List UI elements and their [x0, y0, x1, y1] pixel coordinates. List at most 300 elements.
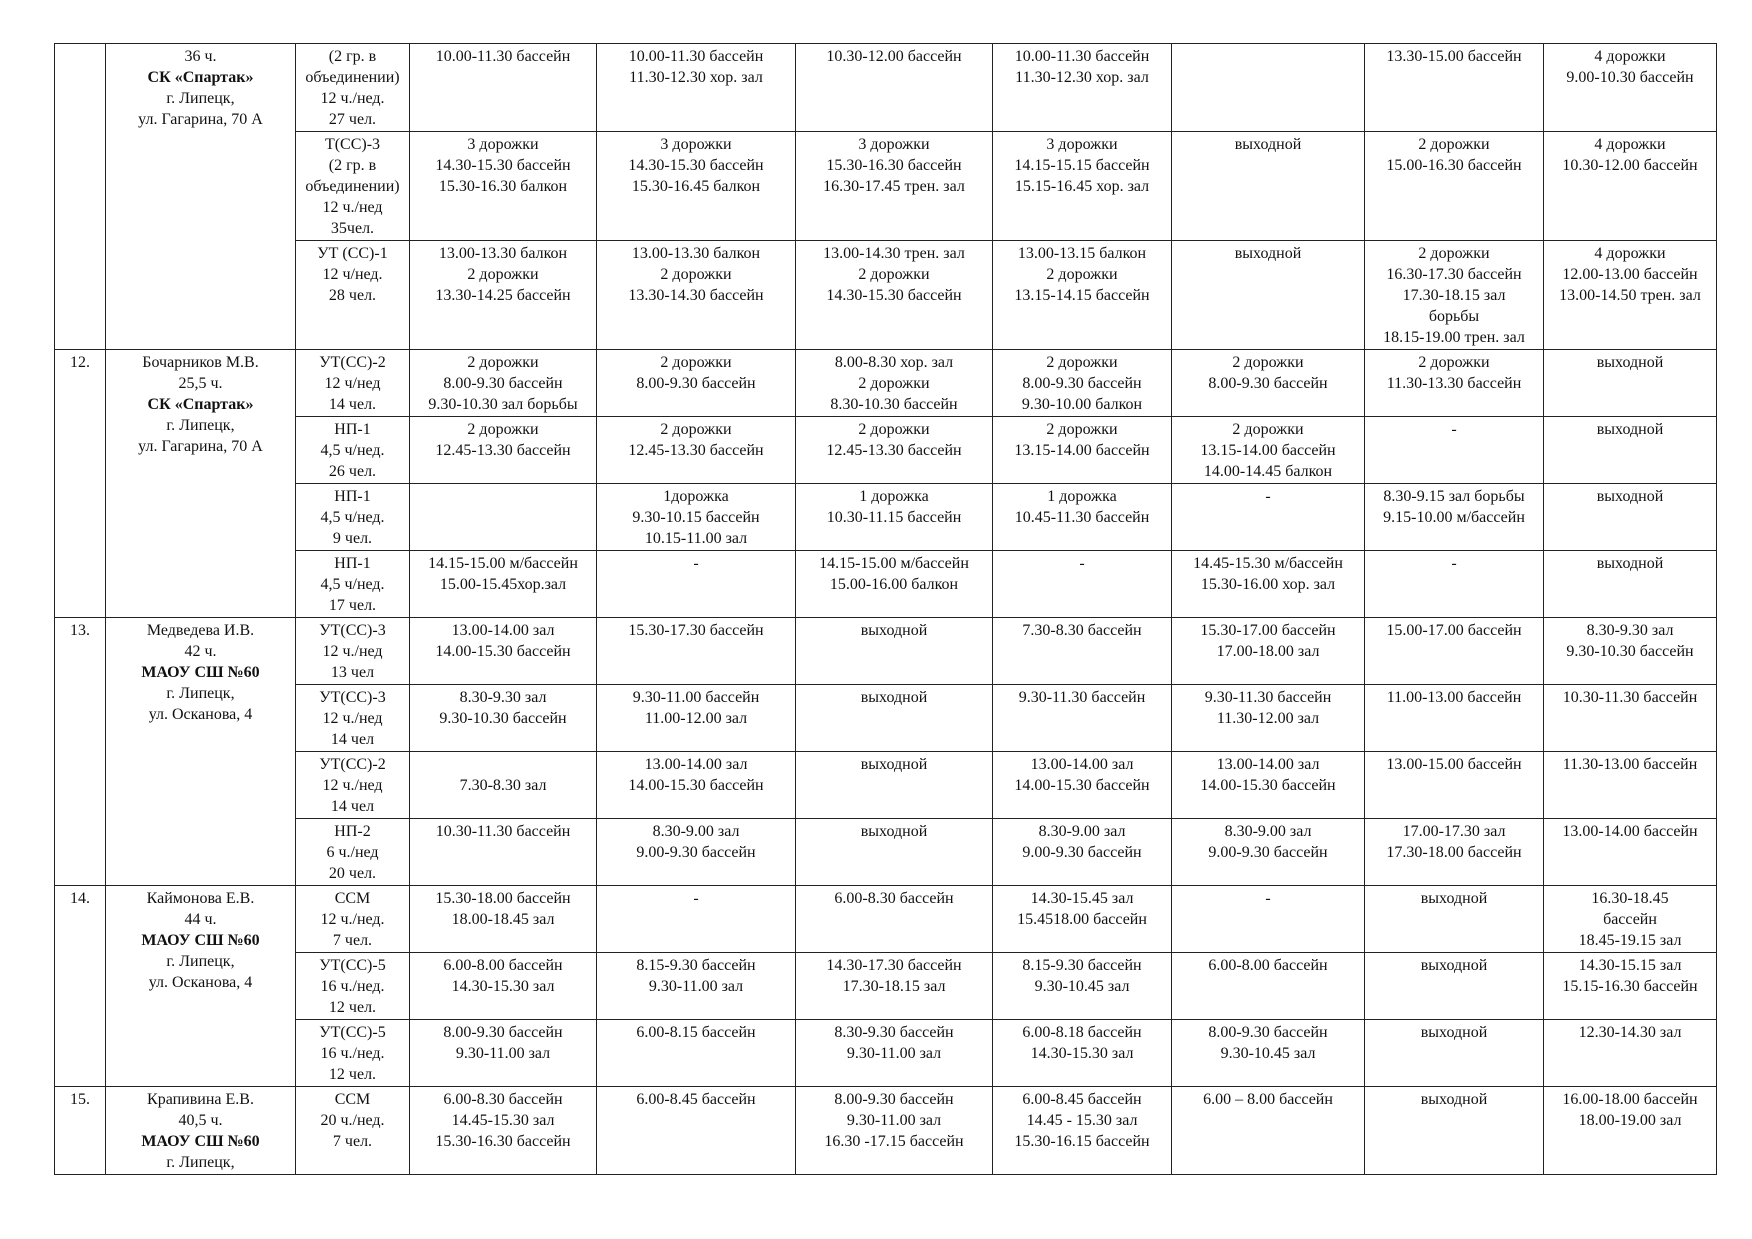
- schedule-wed: [796, 618, 993, 685]
- schedule-tue: [597, 44, 796, 132]
- cell-line: бассейн: [1603, 911, 1657, 928]
- cell-line: 16.30-18.45: [1591, 890, 1669, 907]
- schedule-mon: [410, 685, 597, 752]
- schedule-sun: [1544, 484, 1717, 551]
- cell-line: 16 ч./нед.: [320, 978, 385, 995]
- cell-line: 4,5 ч/нед.: [320, 576, 385, 593]
- trainer-info: [106, 350, 296, 618]
- cell-line: 2 дорожки: [1418, 136, 1490, 153]
- row-number: [55, 44, 106, 350]
- schedule-thu: [993, 752, 1172, 819]
- cell-line: 17.00-17.30 зал: [1402, 823, 1506, 840]
- cell-line: 9 чел.: [332, 530, 373, 547]
- schedule-sat: [1365, 886, 1544, 953]
- schedule-sat: [1365, 618, 1544, 685]
- cell-line: 18.00-18.45 зал: [451, 911, 555, 928]
- cell-line: -: [1265, 488, 1271, 505]
- cell-line: 16.30-17.30 бассейн: [1386, 266, 1522, 283]
- cell-line: 17.30-18.00 бассейн: [1386, 844, 1522, 861]
- schedule-fri: [1172, 417, 1365, 484]
- cell-line: 14.30-15.30 зал: [1030, 1045, 1134, 1062]
- schedule-sun: [1544, 1087, 1717, 1175]
- cell-line: 6.00-8.45 бассейн: [636, 1091, 756, 1108]
- cell-line: 8.30-9.00 зал: [1224, 823, 1312, 840]
- cell-line: -: [693, 890, 699, 907]
- cell-line: выходной: [860, 622, 928, 639]
- schedule-row: [55, 685, 1717, 752]
- schedule-thu: [993, 241, 1172, 350]
- cell-line: 14.30-17.30 бассейн: [826, 957, 962, 974]
- cell-line: ул. Гагарина, 70 А: [138, 438, 263, 455]
- cell-line: выходной: [1596, 354, 1664, 371]
- schedule-wed: [796, 241, 993, 350]
- cell-line: 8.30-9.15 зал борьбы: [1383, 488, 1525, 505]
- schedule-fri: [1172, 44, 1365, 132]
- group-info: [296, 953, 410, 1020]
- schedule-mon: [410, 1020, 597, 1087]
- cell-line: 8.30-9.00 зал: [1038, 823, 1126, 840]
- cell-line: [412, 754, 594, 775]
- cell-line: выходной: [860, 689, 928, 706]
- group-info: [296, 752, 410, 819]
- row-number: [55, 1087, 106, 1175]
- cell-line: (2 гр. в: [328, 48, 377, 65]
- cell-line: -: [1079, 555, 1085, 572]
- schedule-mon: [410, 618, 597, 685]
- schedule-sat: [1365, 132, 1544, 241]
- group-info: [296, 241, 410, 350]
- cell-line: выходной: [1234, 245, 1302, 262]
- cell-line: 10.00-11.30 бассейн: [435, 48, 571, 65]
- schedule-row: [55, 417, 1717, 484]
- cell-line: 4 дорожки: [1594, 48, 1666, 65]
- schedule-sat: [1365, 241, 1544, 350]
- cell-line: 18.45-19.15 зал: [1578, 932, 1682, 949]
- cell-line: 13 чел: [330, 664, 375, 681]
- cell-line: 9.30-11.00 бассейн: [632, 689, 760, 706]
- schedule-wed: [796, 953, 993, 1020]
- schedule-thu: [993, 417, 1172, 484]
- cell-line: 15.4518.00 бассейн: [1017, 911, 1147, 928]
- cell-line: 9.30-11.00 зал: [648, 978, 744, 995]
- cell-line: УТ(СС)-3: [319, 622, 386, 639]
- cell-line: 8.00-9.30 бассейн: [636, 375, 756, 392]
- cell-line: 8.15-9.30 бассейн: [636, 957, 756, 974]
- schedule-mon: [410, 417, 597, 484]
- cell-line: 2 дорожки: [1232, 421, 1304, 438]
- cell-line: выходной: [1596, 421, 1664, 438]
- cell-line: 14.30-15.45 зал: [1030, 890, 1134, 907]
- cell-line: 13.00-14.50 трен. зал: [1559, 287, 1701, 304]
- schedule-sun: [1544, 44, 1717, 132]
- cell-line: 15.30-16.45 балкон: [631, 178, 761, 195]
- cell-line: 14.15-15.15 бассейн: [1014, 157, 1150, 174]
- cell-line: 13.15-14.00 бассейн: [1200, 442, 1336, 459]
- schedule-thu: [993, 350, 1172, 417]
- schedule-fri: [1172, 685, 1365, 752]
- cell-line: 12 ч./нед: [322, 643, 383, 660]
- schedule-wed: [796, 886, 993, 953]
- cell-line: объединении): [305, 178, 400, 195]
- cell-line: 13.30-14.30 бассейн: [628, 287, 764, 304]
- cell-line: 9.30-11.30 бассейн: [1204, 689, 1332, 706]
- schedule-thu: [993, 551, 1172, 618]
- cell-line: 40,5 ч.: [178, 1112, 223, 1129]
- cell-line: 35чел.: [330, 220, 375, 237]
- cell-line: УТ(СС)-2: [319, 756, 386, 773]
- cell-line: 13.00-14.00 зал: [1030, 756, 1134, 773]
- cell-line: 7 чел.: [332, 932, 373, 949]
- cell-line: 13.00-14.00 зал: [644, 756, 748, 773]
- cell-line: 1 дорожка: [1047, 488, 1117, 505]
- cell-line: ул. Гагарина, 70 А: [138, 111, 263, 128]
- cell-line: ССМ: [334, 890, 371, 907]
- cell-line: 15.30-17.00 бассейн: [1200, 622, 1336, 639]
- cell-line: объединении): [305, 69, 400, 86]
- schedule-fri: [1172, 484, 1365, 551]
- group-info: [296, 417, 410, 484]
- cell-line: 12 ч./нед.: [320, 90, 385, 107]
- cell-line: 25,5 ч.: [178, 375, 223, 392]
- schedule-mon: [410, 886, 597, 953]
- schedule-fri: [1172, 1020, 1365, 1087]
- cell-line: 15.00-16.00 балкон: [829, 576, 959, 593]
- schedule-mon: [410, 484, 597, 551]
- cell-line: 42 ч.: [184, 643, 217, 660]
- schedule-fri: [1172, 618, 1365, 685]
- cell-line: 10.30-12.00 бассейн: [826, 48, 962, 65]
- cell-line: 14.00-14.45 балкон: [1203, 463, 1333, 480]
- cell-line: 11.00-13.00 бассейн: [1386, 689, 1522, 706]
- cell-line: Крапивина Е.В.: [147, 1091, 254, 1108]
- cell-line: 20 ч./нед.: [320, 1112, 385, 1129]
- schedule-fri: [1172, 241, 1365, 350]
- row-number: [55, 886, 106, 1087]
- group-info: [296, 551, 410, 618]
- cell-line: ул. Осканова, 4: [148, 706, 253, 723]
- cell-line: 2 дорожки: [660, 421, 732, 438]
- cell-line: 16.30-17.45 трен. зал: [823, 178, 965, 195]
- schedule-thu: [993, 886, 1172, 953]
- cell-line: 13.: [70, 622, 90, 639]
- cell-line: 4,5 ч/нед.: [320, 509, 385, 526]
- cell-line: 10.45-11.30 бассейн: [1014, 509, 1150, 526]
- cell-line: 2 дорожки: [467, 354, 539, 371]
- cell-line: 14 чел.: [328, 396, 377, 413]
- cell-line: 14.30-15.30 бассейн: [826, 287, 962, 304]
- group-info: [296, 350, 410, 417]
- schedule-row: [55, 953, 1717, 1020]
- cell-line: 12 ч./нед: [322, 199, 383, 216]
- cell-line: 12 ч/нед: [324, 375, 381, 392]
- cell-line: 1 дорожка: [859, 488, 929, 505]
- cell-line: 14.30-15.30 бассейн: [628, 157, 764, 174]
- schedule-tue: [597, 551, 796, 618]
- cell-line: 14.30-15.30 зал: [451, 978, 555, 995]
- schedule-tue: [597, 1087, 796, 1175]
- cell-line: Медведева И.В.: [146, 622, 255, 639]
- cell-line: 2 дорожки: [1418, 245, 1490, 262]
- cell-line: 17.00-18.00 зал: [1216, 643, 1320, 660]
- cell-line: [57, 46, 103, 67]
- schedule-tue: [597, 886, 796, 953]
- schedule-wed: [796, 1087, 993, 1175]
- cell-line: 10.30-12.00 бассейн: [1562, 157, 1698, 174]
- cell-line: 14.30-15.15 зал: [1578, 957, 1682, 974]
- cell-line: (2 гр. в: [328, 157, 377, 174]
- cell-line: 9.30-11.30 бассейн: [1018, 689, 1146, 706]
- schedule-mon: [410, 1087, 597, 1175]
- cell-line: -: [1451, 555, 1457, 572]
- cell-line: 2 дорожки: [858, 266, 930, 283]
- schedule-row: [55, 752, 1717, 819]
- schedule-thu: [993, 484, 1172, 551]
- group-info: [296, 1087, 410, 1175]
- schedule-wed: [796, 417, 993, 484]
- cell-line: 8.30-9.30 зал: [459, 689, 547, 706]
- cell-line: 13.30-15.00 бассейн: [1386, 48, 1522, 65]
- schedule-wed: [796, 752, 993, 819]
- cell-line: 13.15-14.15 бассейн: [1014, 287, 1150, 304]
- cell-line: 8.00-9.30 бассейн: [1208, 375, 1328, 392]
- cell-line: 6.00-8.15 бассейн: [636, 1024, 756, 1041]
- trainer-info: [106, 1087, 296, 1175]
- schedule-row: [55, 551, 1717, 618]
- schedule-tue: [597, 819, 796, 886]
- cell-line: МАОУ СШ №60: [141, 664, 260, 681]
- group-info: [296, 819, 410, 886]
- cell-line: 11.00-12.00 зал: [644, 710, 748, 727]
- cell-line: 8.00-9.30 бассейн: [1022, 375, 1142, 392]
- cell-line: 17 чел.: [328, 597, 377, 614]
- cell-line: 14.45-15.30 зал: [451, 1112, 555, 1129]
- group-info: [296, 886, 410, 953]
- cell-line: НП-1: [334, 488, 371, 505]
- schedule-thu: [993, 953, 1172, 1020]
- schedule-sat: [1365, 350, 1544, 417]
- schedule-tue: [597, 685, 796, 752]
- cell-line: 11.30-12.30 хор. зал: [1015, 69, 1149, 86]
- schedule-thu: [993, 132, 1172, 241]
- cell-line: 26 чел.: [328, 463, 377, 480]
- cell-line: 9.30-11.00 зал: [846, 1112, 942, 1129]
- cell-line: г. Липецк,: [166, 417, 235, 434]
- cell-line: 15.30-16.15 бассейн: [1014, 1133, 1150, 1150]
- schedule-wed: [796, 132, 993, 241]
- cell-line: 7 чел.: [332, 1133, 373, 1150]
- cell-line: 8.30-10.30 бассейн: [830, 396, 958, 413]
- schedule-row: [55, 241, 1717, 350]
- cell-line: 8.30-9.00 зал: [652, 823, 740, 840]
- cell-line: выходной: [860, 756, 928, 773]
- cell-line: УТ (СС)-1: [317, 245, 388, 262]
- schedule-fri: [1172, 350, 1365, 417]
- schedule-sun: [1544, 350, 1717, 417]
- cell-line: 13.00-15.00 бассейн: [1386, 756, 1522, 773]
- cell-line: 8.00-9.30 бассейн: [443, 1024, 563, 1041]
- cell-line: 6.00-8.30 бассейн: [443, 1091, 563, 1108]
- cell-line: 2 дорожки: [1046, 421, 1118, 438]
- cell-line: 13.00-14.00 зал: [1216, 756, 1320, 773]
- cell-line: 11.30-13.30 бассейн: [1386, 375, 1522, 392]
- schedule-wed: [796, 44, 993, 132]
- cell-line: 15.30-16.30 бассейн: [826, 157, 962, 174]
- schedule-sun: [1544, 618, 1717, 685]
- cell-line: выходной: [1596, 488, 1664, 505]
- cell-line: 36 ч.: [184, 48, 217, 65]
- cell-line: 8.30-9.30 зал: [1586, 622, 1674, 639]
- schedule-thu: [993, 1087, 1172, 1175]
- cell-line: 10.15-11.00 зал: [644, 530, 748, 547]
- cell-line: 18.15-19.00 трен. зал: [1383, 329, 1525, 346]
- cell-line: 13.30-14.25 бассейн: [435, 287, 571, 304]
- cell-line: 6.00-8.18 бассейн: [1022, 1024, 1142, 1041]
- cell-line: 15.00-17.00 бассейн: [1386, 622, 1522, 639]
- cell-line: 4 дорожки: [1594, 245, 1666, 262]
- cell-line: Бочарников М.В.: [142, 354, 259, 371]
- cell-line: борьбы: [1428, 308, 1480, 325]
- cell-line: 9.00-9.30 бассейн: [636, 844, 756, 861]
- cell-line: 11.30-12.30 хор. зал: [629, 69, 763, 86]
- cell-line: 11.30-12.00 зал: [1216, 710, 1320, 727]
- cell-line: СК «Спартак»: [147, 396, 254, 413]
- cell-line: 2 дорожки: [1418, 354, 1490, 371]
- cell-line: 14.00-15.30 бассейн: [1200, 777, 1336, 794]
- schedule-mon: [410, 44, 597, 132]
- schedule-sun: [1544, 685, 1717, 752]
- cell-line: 6.00-8.45 бассейн: [1022, 1091, 1142, 1108]
- cell-line: 27 чел.: [328, 111, 377, 128]
- cell-line: 14.15-15.00 м/бассейн: [428, 555, 578, 572]
- schedule-wed: [796, 350, 993, 417]
- cell-line: 14.45 - 15.30 зал: [1026, 1112, 1138, 1129]
- cell-line: 2 дорожки: [1232, 354, 1304, 371]
- cell-line: 13.00-13.30 балкон: [631, 245, 761, 262]
- schedule-wed: [796, 551, 993, 618]
- cell-line: г. Липецк,: [166, 1154, 235, 1171]
- schedule-sun: [1544, 819, 1717, 886]
- cell-line: 9.30-10.30 бассейн: [439, 710, 567, 727]
- cell-line: Т(СС)-3: [324, 136, 381, 153]
- cell-line: 2 дорожки: [467, 421, 539, 438]
- cell-line: 16.00-18.00 бассейн: [1562, 1091, 1698, 1108]
- cell-line: 16.30 -17.15 бассейн: [824, 1133, 964, 1150]
- cell-line: 15.30-16.30 бассейн: [435, 1133, 571, 1150]
- cell-line: выходной: [1420, 890, 1488, 907]
- cell-line: 8.00-9.30 бассейн: [443, 375, 563, 392]
- schedule-wed: [796, 484, 993, 551]
- schedule-sat: [1365, 752, 1544, 819]
- cell-line: 17.30-18.15 зал: [1402, 287, 1506, 304]
- schedule-mon: [410, 819, 597, 886]
- schedule-fri: [1172, 1087, 1365, 1175]
- cell-line: 15.30-16.30 балкон: [438, 178, 568, 195]
- schedule-sat: [1365, 819, 1544, 886]
- schedule-fri: [1172, 132, 1365, 241]
- cell-line: 3 дорожки: [1046, 136, 1118, 153]
- cell-line: 2 дорожки: [467, 266, 539, 283]
- cell-line: 8.15-9.30 бассейн: [1022, 957, 1142, 974]
- cell-line: 11.30-13.00 бассейн: [1562, 756, 1698, 773]
- schedule-sat: [1365, 551, 1544, 618]
- cell-line: 9.30-10.45 зал: [1220, 1045, 1316, 1062]
- cell-line: 2 дорожки: [1046, 266, 1118, 283]
- cell-line: 12.30-14.30 зал: [1578, 1024, 1682, 1041]
- cell-line: 15.30-17.30 бассейн: [628, 622, 764, 639]
- schedule-tue: [597, 618, 796, 685]
- cell-line: 12 чел.: [328, 999, 377, 1016]
- cell-line: 6.00-8.00 бассейн: [1208, 957, 1328, 974]
- schedule-fri: [1172, 953, 1365, 1020]
- cell-line: 14 чел: [330, 731, 375, 748]
- cell-line: 2 дорожки: [660, 354, 732, 371]
- cell-line: 17.30-18.15 зал: [842, 978, 946, 995]
- cell-line: 15.00-15.45хор.зал: [439, 576, 567, 593]
- schedule-sun: [1544, 886, 1717, 953]
- cell-line: СК «Спартак»: [147, 69, 254, 86]
- cell-line: -: [693, 555, 699, 572]
- cell-line: 8.00-9.30 бассейн: [1208, 1024, 1328, 1041]
- cell-line: 13.00-14.30 трен. зал: [823, 245, 965, 262]
- cell-line: МАОУ СШ №60: [141, 932, 260, 949]
- cell-line: 9.00-10.30 бассейн: [1566, 69, 1694, 86]
- trainer-info: [106, 618, 296, 886]
- cell-line: 15.15-16.45 хор. зал: [1014, 178, 1150, 195]
- schedule-mon: [410, 953, 597, 1020]
- schedule-sat: [1365, 1020, 1544, 1087]
- cell-line: выходной: [1420, 957, 1488, 974]
- cell-line: 10.00-11.30 бассейн: [628, 48, 764, 65]
- cell-line: 14.00-15.30 бассейн: [628, 777, 764, 794]
- cell-line: УТ(СС)-2: [319, 354, 386, 371]
- cell-line: 8.00-9.30 бассейн: [834, 1091, 954, 1108]
- cell-line: г. Липецк,: [166, 90, 235, 107]
- cell-line: г. Липецк,: [166, 685, 235, 702]
- schedule-sat: [1365, 484, 1544, 551]
- cell-line: 8.30-9.30 бассейн: [834, 1024, 954, 1041]
- cell-line: 7.30-8.30 бассейн: [1022, 622, 1142, 639]
- cell-line: 10.30-11.30 бассейн: [435, 823, 571, 840]
- cell-line: 10.30-11.30 бассейн: [1562, 689, 1698, 706]
- cell-line: 6 ч./нед: [326, 844, 379, 861]
- cell-line: 15.15-16.30 бассейн: [1562, 978, 1698, 995]
- schedule-thu: [993, 618, 1172, 685]
- schedule-sun: [1544, 1020, 1717, 1087]
- cell-line: 12 ч./нед: [322, 777, 383, 794]
- cell-line: УТ(СС)-5: [319, 957, 386, 974]
- cell-line: [412, 486, 594, 507]
- cell-line: МАОУ СШ №60: [141, 1133, 260, 1150]
- cell-line: 4 дорожки: [1594, 136, 1666, 153]
- cell-line: 10.30-11.15 бассейн: [826, 509, 962, 526]
- group-info: [296, 1020, 410, 1087]
- cell-line: ССМ: [334, 1091, 371, 1108]
- schedule-thu: [993, 819, 1172, 886]
- cell-line: г. Липецк,: [166, 953, 235, 970]
- schedule-sun: [1544, 132, 1717, 241]
- cell-line: 6.00-8.00 бассейн: [443, 957, 563, 974]
- cell-line: 6.00-8.30 бассейн: [834, 890, 954, 907]
- schedule-sun: [1544, 953, 1717, 1020]
- cell-line: 16 ч./нед.: [320, 1045, 385, 1062]
- cell-line: НП-1: [334, 421, 371, 438]
- cell-line: 9.30-10.30 бассейн: [1566, 643, 1694, 660]
- cell-line: 2 дорожки: [858, 375, 930, 392]
- schedule-fri: [1172, 819, 1365, 886]
- schedule-body: [55, 44, 1717, 1175]
- schedule-fri: [1172, 551, 1365, 618]
- schedule-row: [55, 1020, 1717, 1087]
